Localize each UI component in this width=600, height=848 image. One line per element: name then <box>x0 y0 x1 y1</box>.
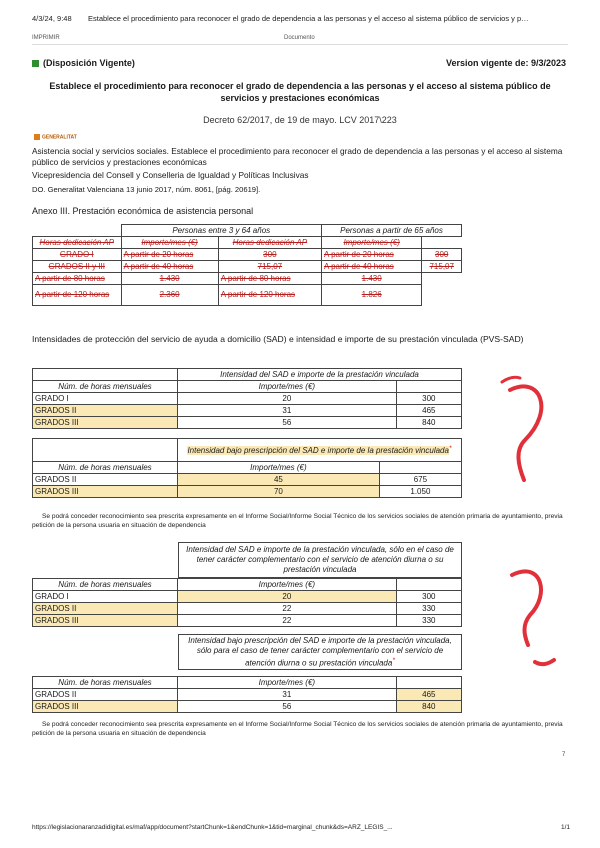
source-logo: GENERALITAT <box>34 134 77 140</box>
footer-page: 1/1 <box>560 824 570 831</box>
status-line <box>32 58 135 68</box>
footnote-1: Se podrá conceder reconocimiento sea prescrita expresamente en el Informe Social/Informe Social Técnico de los servicios sociales de atención primaria de ayuntamiento, previa petición de la persona usuaria en situación de dependencia <box>32 513 563 529</box>
table-row: GRADOS II y III A partir de 40 horas 715,07 A partir de 40 horas 715,07 <box>33 261 462 273</box>
table-row: GRADOS II 31 465 <box>33 689 462 701</box>
footer-url: https://legislacionaranzadidigital.es/maf/app/document?startChunk=1&endChunk=1&tid=marginal_chunk&ds=ARZ_LEGIS_... <box>32 824 393 831</box>
summary-text: Asistencia social y servicios sociales. Establece el procedimiento para reconocer el grado de dependencia a las personas y el acceso al sistema público de servicios y prestaciones económicas <box>32 146 563 167</box>
annex-col-import-2: Importe/mes (€) <box>321 237 421 249</box>
sad-table-4-body: Núm. de horas mensuales Importe/mes (€) GRADOS II 31 465 GRADOS III 56 840 <box>32 676 462 713</box>
question-mark-1 <box>510 386 541 480</box>
annex-heading: Anexo III. Prestación económica de asistencia personal <box>32 206 254 216</box>
annex-col-import: Importe/mes (€) <box>121 237 218 249</box>
sad-table-3-body: Núm. de horas mensuales Importe/mes (€) GRADO I 20 300 GRADOS II 22 330 GRADOS III 22 330 <box>32 578 462 627</box>
status-label: (Disposición Vigente) <box>43 58 135 68</box>
footnote-2: Se podrá conceder reconocimiento sea prescrita expresamente en el Informe Social/Informe Social Técnico de los servicios sociales de atención primaria de ayuntamiento, previa petición de la persona usuaria en situación de dependencia <box>32 721 563 737</box>
table-row: GRADOS III 56 840 <box>33 701 462 713</box>
document-title: Establece el procedimiento para reconocer el grado de dependencia a las personas y el acceso al sistema público de servicios y prestaciones económicas <box>49 81 551 103</box>
question-mark-1-stroke <box>502 377 520 382</box>
sad-table-4: Intensidad bajo prescripción del SAD e importe de la prestación vinculada, sólo para el caso de tener carácter complementario con el servicio de atención diurna o su prestación vinculada* <box>178 634 462 670</box>
annex-col-hours-2: Horas dedicación AP <box>218 237 321 249</box>
annex-group-65: Personas a partir de 65 años <box>321 225 461 237</box>
table-row: GRADOS II 22 330 <box>33 603 462 615</box>
table-row: GRADOS II 45 675 <box>33 474 462 486</box>
document-tab: Documento <box>284 35 315 41</box>
sad-table-3: Intensidad del SAD e importe de la prestación vinculada, sólo en el caso de tener carácter complementario con el servicio de atención diurna o su prestación vinculada <box>178 542 462 578</box>
table-row: A partir de 80 horas 1.430 A partir de 80 horas 1.430 <box>33 273 462 285</box>
decree-reference: Decreto 62/2017, de 19 de mayo. LCV 2017\223 <box>203 115 397 125</box>
flag-icon <box>32 60 39 67</box>
table-row: GRADO I 20 300 <box>33 591 462 603</box>
sad-table-2: Intensidad bajo prescripción del SAD e importe de la prestación vinculada* Núm. de horas mensuales Importe/mes (€) GRADOS II 45 675 GRADOS III 70 1.050 <box>32 438 462 498</box>
print-page-title: Establece el procedimiento para reconocer el grado de dependencia a las personas y el acceso al sistema público de servicios y p… <box>88 14 529 23</box>
print-link[interactable]: IMPRIMIR <box>32 35 60 41</box>
ministry-text: Vicepresidencia del Consell y Conselleria de Igualdad y Políticas Inclusivas <box>32 170 309 180</box>
sad-heading: Intensidades de protección del servicio de ayuda a domicilio (SAD) e intensidad e importe de su prestación vinculada (PVS-SAD) <box>32 334 524 344</box>
print-datetime: 4/3/24, 9:48 <box>32 14 72 23</box>
table-row: GRADO I 20 300 <box>33 393 462 405</box>
table-row: GRADOS III 70 1.050 <box>33 486 462 498</box>
table-row: GRADO I A partir de 20 horas 300 A partir de 20 horas 300 <box>33 249 462 261</box>
pen-dash <box>535 660 554 664</box>
table-row: GRADOS III 22 330 <box>33 615 462 627</box>
logo-icon <box>34 134 40 140</box>
table-row: A partir de 120 horas 2.360 A partir de 120 horas 1.826 <box>33 285 462 306</box>
question-mark-2 <box>512 571 541 645</box>
dogv-reference: DO. Generalitat Valenciana 13 junio 2017, núm. 8061, [pág. 20619]. <box>32 185 261 194</box>
annex-group-3-64: Personas entre 3 y 64 años <box>121 225 321 237</box>
table-row: GRADOS III 56 840 <box>33 417 462 429</box>
sad-table-1: Intensidad del SAD e importe de la prestación vinculada Núm. de horas mensuales Importe/mes (€) GRADO I 20 300 GRADOS II 31 465 GRADOS III 56 840 <box>32 368 462 429</box>
annex-table <box>32 224 462 306</box>
version-label: Version vigente de: 9/3/2023 <box>445 58 566 68</box>
handwritten-annotations <box>480 370 560 690</box>
table-row: GRADOS II 31 465 <box>33 405 462 417</box>
page-number: 7 <box>562 752 566 758</box>
annex-col-hours: Horas dedicación AP <box>33 237 122 249</box>
